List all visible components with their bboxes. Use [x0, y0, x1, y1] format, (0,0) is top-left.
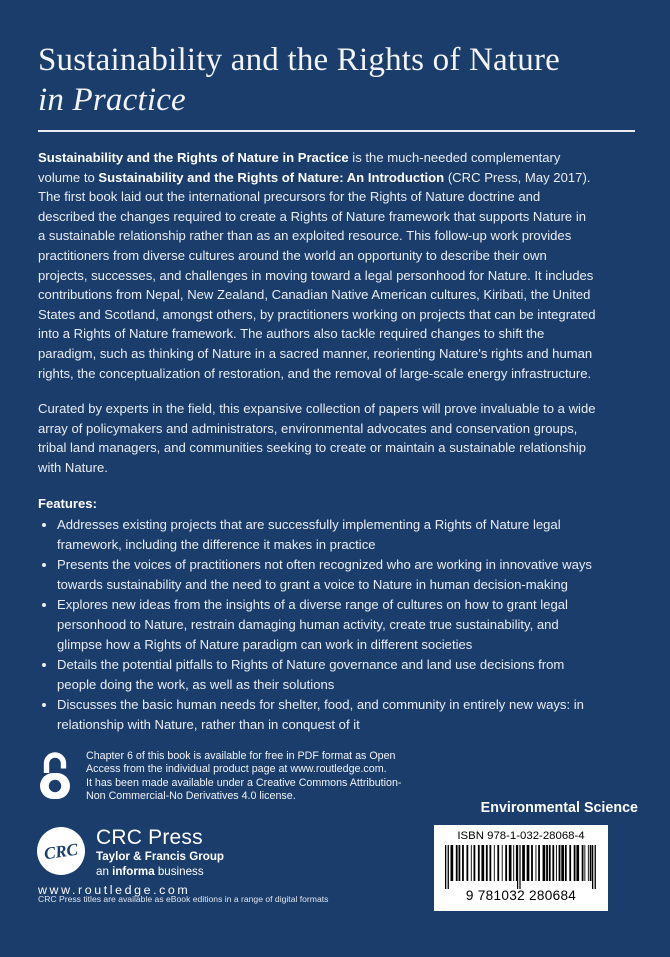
title-line-2: in Practice — [38, 82, 186, 118]
list-item — [38, 655, 596, 694]
list-item — [38, 515, 596, 554]
blurb-bold-title-lead: Sustainability and the Rights of Nature in Practice — [38, 150, 349, 165]
open-access-line-4: Non Commercial-No Derivatives 4.0 license. — [86, 790, 296, 803]
subject-category-label: Environmental Science — [480, 800, 638, 816]
open-access-line-3: It has been made available under a Creative Commons Attribution- — [86, 776, 402, 789]
blurb-bold-title-mid: Sustainability and the Rights of Nature: An Introduction — [98, 169, 445, 185]
isbn-number: ISBN 978-1-032-28068-4 — [457, 830, 585, 842]
crc-circle-mark-icon — [36, 826, 86, 876]
open-access-text — [86, 748, 401, 804]
features-heading: Features: — [38, 495, 97, 511]
title-line-1: Sustainability and the Rights of Nature — [38, 42, 560, 78]
feature-text: Addresses existing projects that are successfully implementing a Rights of Nature legal framework, including the difference it makes in practice — [57, 517, 561, 552]
features-list — [38, 515, 596, 735]
bullet-icon — [42, 663, 46, 667]
blurb-paragraph-1 — [38, 148, 596, 383]
feature-text: Explores new ideas from the insights of a diverse range of cultures on how to grant legal personhood to Nature, restrain damaging human activity, create true sustainability, and glimpse how a Rights of Nature paradigm can work in different societies — [57, 597, 568, 652]
blurb-paragraph-2: Curated by experts in the field, this expansive collection of papers will prove invaluable to a wide array of policymakers and administrators, environmental advocates and conservation groups, tribal land managers, and communities seeking to create or maintain a sustainable relationship with Nature. — [38, 401, 596, 475]
title-divider-rule — [38, 130, 635, 132]
isbn-barcode-panel — [434, 825, 608, 911]
open-access-notice — [38, 748, 438, 804]
list-item — [38, 695, 596, 734]
publisher-group: Taylor & Francis Group — [96, 850, 224, 863]
publisher-informa-line — [96, 865, 224, 879]
list-item — [38, 555, 596, 594]
open-access-line-2: Access from the individual product page at www.routledge.com. — [86, 763, 387, 776]
blurb-section — [38, 148, 596, 736]
feature-text: Presents the voices of practitioners not often recognized who are working in innovative ways towards sustainability and the need to grant a voice to Nature in human decision-making — [57, 557, 592, 592]
feature-text: Details the potential pitfalls to Rights of Nature governance and land use decisions from people doing the work, as well as their solutions — [57, 657, 565, 692]
book-title — [38, 40, 638, 120]
bullet-icon — [42, 563, 46, 567]
open-access-lock-icon — [38, 749, 72, 801]
open-access-line-1: Chapter 6 of this book is available for free in PDF format as Open — [86, 750, 396, 762]
informa-word: informa — [112, 865, 155, 878]
informa-prefix: an — [96, 865, 113, 878]
blurb-text-a: is the much-needed complementary volume to — [38, 150, 561, 185]
barcode-bars-icon — [443, 845, 599, 889]
bullet-icon — [42, 703, 46, 707]
blurb-text-b: (CRC Press, May 2017). The first book laid out the international precursors for the Rights of Nature doctrine and described the changes required to create a Rights of Nature framework that supports Nature in a sustainable relationship rather than as an exploited resource. This follow-up work provides practitioners from diverse cultures around the world an opportunity to describe their own projects, successes, and challenges in moving toward a legal personhood for Nature. It includes contributions from Nepal, New Zealand, Canadian Native American cultures, Kiribati, the United States and Scotland, amongst others, by practitioners working on projects that can be integrated into a Rights of Nature framework. The authors also tackle required changes to shift the paradigm, such as thinking of Nature in a sacred manner, reorienting Nature's rights and human rights, the conceptualization of restoration, and the removal of large-scale energy infrastructure. — [38, 169, 596, 381]
informa-suffix: business — [154, 865, 204, 878]
publisher-url[interactable]: www.routledge.com — [38, 883, 191, 897]
barcode-digits: 9 781032 280684 — [465, 888, 577, 903]
list-item — [38, 595, 596, 654]
feature-text: Discusses the basic human needs for shelter, food, and community in entirely new ways: in relationship with Nature, rather than in conquest of it — [57, 697, 584, 733]
publisher-name: CRC Press — [96, 826, 203, 849]
ebook-availability-note: CRC Press titles are available as eBook editions in a range of digital formats — [38, 894, 329, 904]
bullet-icon — [42, 523, 46, 527]
svg-text:CRC: CRC — [42, 839, 80, 864]
bullet-icon — [42, 603, 46, 607]
publisher-logo — [36, 826, 336, 898]
